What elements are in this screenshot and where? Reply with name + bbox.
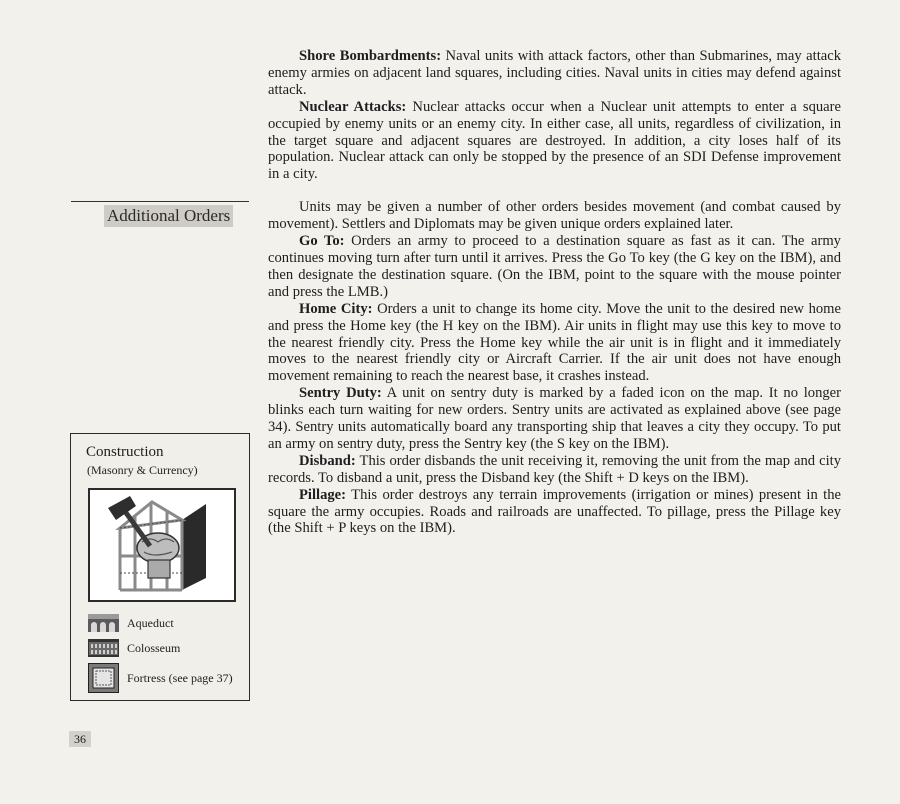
paragraph-text: Units may be given a number of other orders besides movement (and combat caused by movement). Settlers and Diplomats may be given unique orders explained later.: [268, 199, 841, 233]
paragraph-label: Nuclear Attacks:: [299, 98, 407, 115]
sidebar-item-label: Aqueduct: [127, 615, 174, 630]
paragraph-label: Sentry Duty:: [299, 385, 382, 402]
colosseum-icon: [88, 639, 119, 657]
paragraph-pillage: [268, 487, 841, 538]
paragraph-text: This order disbands the unit receiving it, removing the unit from the map and city records. To disband a unit, press the Disband key (the Shift + D keys on the IBM).: [268, 452, 841, 486]
paragraph-text: A unit on sentry duty is marked by a faded icon on the map. It no longer blinks each turn waiting for new orders. Sentry units are activated as explained above (see page 34). Sentry units automatically board any transporting ship that leaves a city they occupy. To put an army on sentry duty, press the Sentry key (the S key on the IBM).: [268, 385, 841, 452]
section-heading: Additional Orders: [104, 205, 233, 227]
section-rule: [71, 201, 249, 202]
paragraph-text: This order destroys any terrain improvements (irrigation or mines) present in the square the army occupies. Roads and railroads are unaffected. To pillage, press the Pillage key (the Shift + P keys on the IBM).: [268, 486, 841, 537]
paragraph-intro-orders: [268, 199, 841, 233]
paragraph-nuclear-attacks: [268, 99, 841, 184]
sidebar-title: Construction: [86, 444, 164, 460]
sidebar-item-colosseum: [88, 638, 180, 658]
paragraph-label: Home City:: [299, 300, 373, 317]
sidebar-item-fortress: [88, 662, 233, 694]
paragraph-home-city: [268, 301, 841, 386]
paragraph-label: Shore Bombardments:: [299, 48, 442, 64]
sidebar-item-label: Colosseum: [127, 640, 181, 655]
paragraph-label: Disband:: [299, 452, 356, 469]
paragraph-label: Go To:: [299, 233, 345, 250]
paragraph-shore-bombardments: [268, 48, 841, 99]
paragraph-sentry-duty: [268, 385, 841, 453]
aqueduct-icon: [88, 614, 119, 632]
paragraph-disband: [268, 453, 841, 487]
sidebar-item-aqueduct: [88, 613, 174, 633]
sidebar-subtitle: (Masonry & Currency): [87, 463, 198, 477]
paragraph-text: Orders a unit to change its home city. Move the unit to the desired new home and press the Home key (the H key on the IBM). Air units in flight may use this key to move to the nearest friendly city. Press the Home key while the air unit is in flight and it immediately moves to the nearest friendly city or Aircraft Carrier. If the air unit does not have enough movement remaining to reach the nearest base, it crashes instead.: [268, 300, 842, 385]
construction-sidebar: [70, 433, 250, 701]
page-number: 36: [69, 731, 91, 747]
fortress-icon: [88, 663, 119, 693]
paragraph-text: Naval units with attack factors, other than Submarines, may attack enemy armies on adjacent land squares, including cities. Naval units in cities may defend against attack.: [268, 48, 841, 98]
paragraph-label: Pillage:: [299, 486, 347, 503]
paragraph-text: Orders an army to proceed to a destination square as fast as it can. The army continues moving turn after turn until it arrives. Press the Go To key (the G key on the IBM), and then designate the destination square. (On the IBM, point to the square with the mouse pointer and press the LMB.): [268, 233, 841, 300]
sidebar-item-label: Fortress (see page 37): [127, 670, 233, 685]
hand-hammer-frame-icon: [90, 490, 234, 600]
body-text: [268, 48, 841, 537]
paragraph-go-to: [268, 233, 841, 301]
paragraph-text: Nuclear attacks occur when a Nuclear unit attempts to enter a square occupied by enemy units or an enemy city. In either case, all units, regardless of civilization, in the target square and adjacent squares are destroyed. In addition, a city loses half of its population. Nuclear attack can only be stopped by the presence of an SDI Defense improvement in a city.: [268, 98, 841, 183]
construction-illustration: [88, 488, 236, 602]
